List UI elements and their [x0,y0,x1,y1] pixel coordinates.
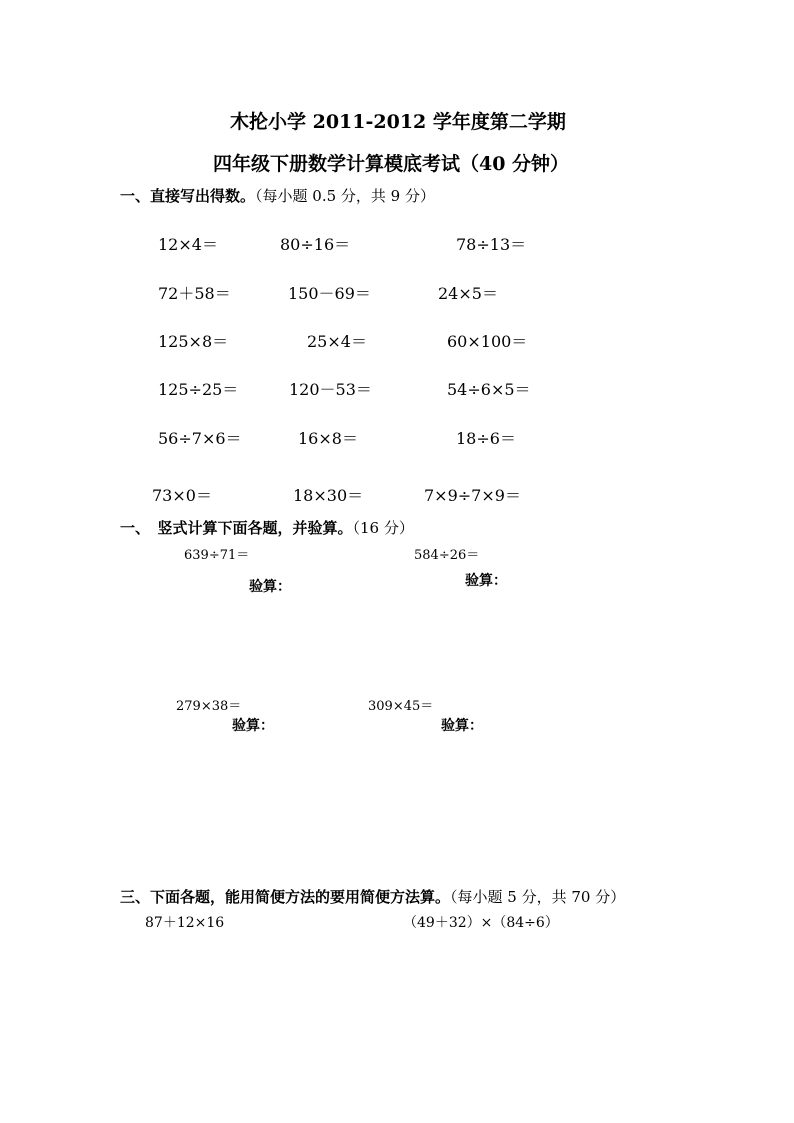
vertical-problem: 279×38＝ [176,699,242,714]
section1-note: （每小题 0.5 分，共 9 分） [255,187,435,205]
check-label: 验算： [249,579,291,595]
oral-problem: 56÷7×6＝ [158,429,242,448]
section2-heading [120,517,414,538]
vertical-problem: 309×45＝ [368,699,434,714]
section2-title: 一、 竖式计算下面各题，并验算。 [120,519,353,537]
section2-note: （16 分） [352,519,414,537]
oral-problem: 72＋58＝ [158,284,231,303]
oral-problem: 54÷6×5＝ [447,380,531,399]
section3-heading [120,886,625,907]
check-label: 验算： [465,573,507,589]
oral-problem: 24×5＝ [438,284,498,303]
oral-problem: 25×4＝ [307,332,367,351]
vertical-problem: 584÷26＝ [414,548,480,563]
simplify-problem: （49＋32）×（84÷6） [403,915,559,931]
oral-problem: 150－69＝ [288,284,371,303]
oral-problem: 16×8＝ [298,429,358,448]
section1-heading [120,185,435,206]
oral-problem: 125×8＝ [158,332,229,351]
oral-problem: 18÷6＝ [456,429,516,448]
oral-problem: 78÷13＝ [456,235,527,254]
oral-problem: 125÷25＝ [158,380,239,399]
oral-problem: 120－53＝ [289,380,372,399]
section3-title: 三、下面各题，能用简便方法的要用简便方法算。 [120,888,451,906]
oral-problem: 18×30＝ [293,486,364,505]
school-title: 木抡小学 2011-2012 学年度第二学期 [230,111,566,133]
exam-title: 四年级下册数学计算模底考试（40 分钟） [213,153,570,175]
oral-problem: 12×4＝ [158,235,218,254]
oral-problem: 60×100＝ [447,332,528,351]
oral-problem: 73×0＝ [152,486,212,505]
oral-problem: 80÷16＝ [280,235,351,254]
section1-title: 一、直接写出得数。 [120,187,256,205]
vertical-problem: 639÷71＝ [184,548,250,563]
check-label: 验算： [232,718,274,734]
check-label: 验算： [441,718,483,734]
simplify-problem: 87＋12×16 [145,915,225,931]
oral-problem: 7×9÷7×9＝ [424,486,521,505]
section3-note: （每小题 5 分，共 70 分） [450,888,626,906]
